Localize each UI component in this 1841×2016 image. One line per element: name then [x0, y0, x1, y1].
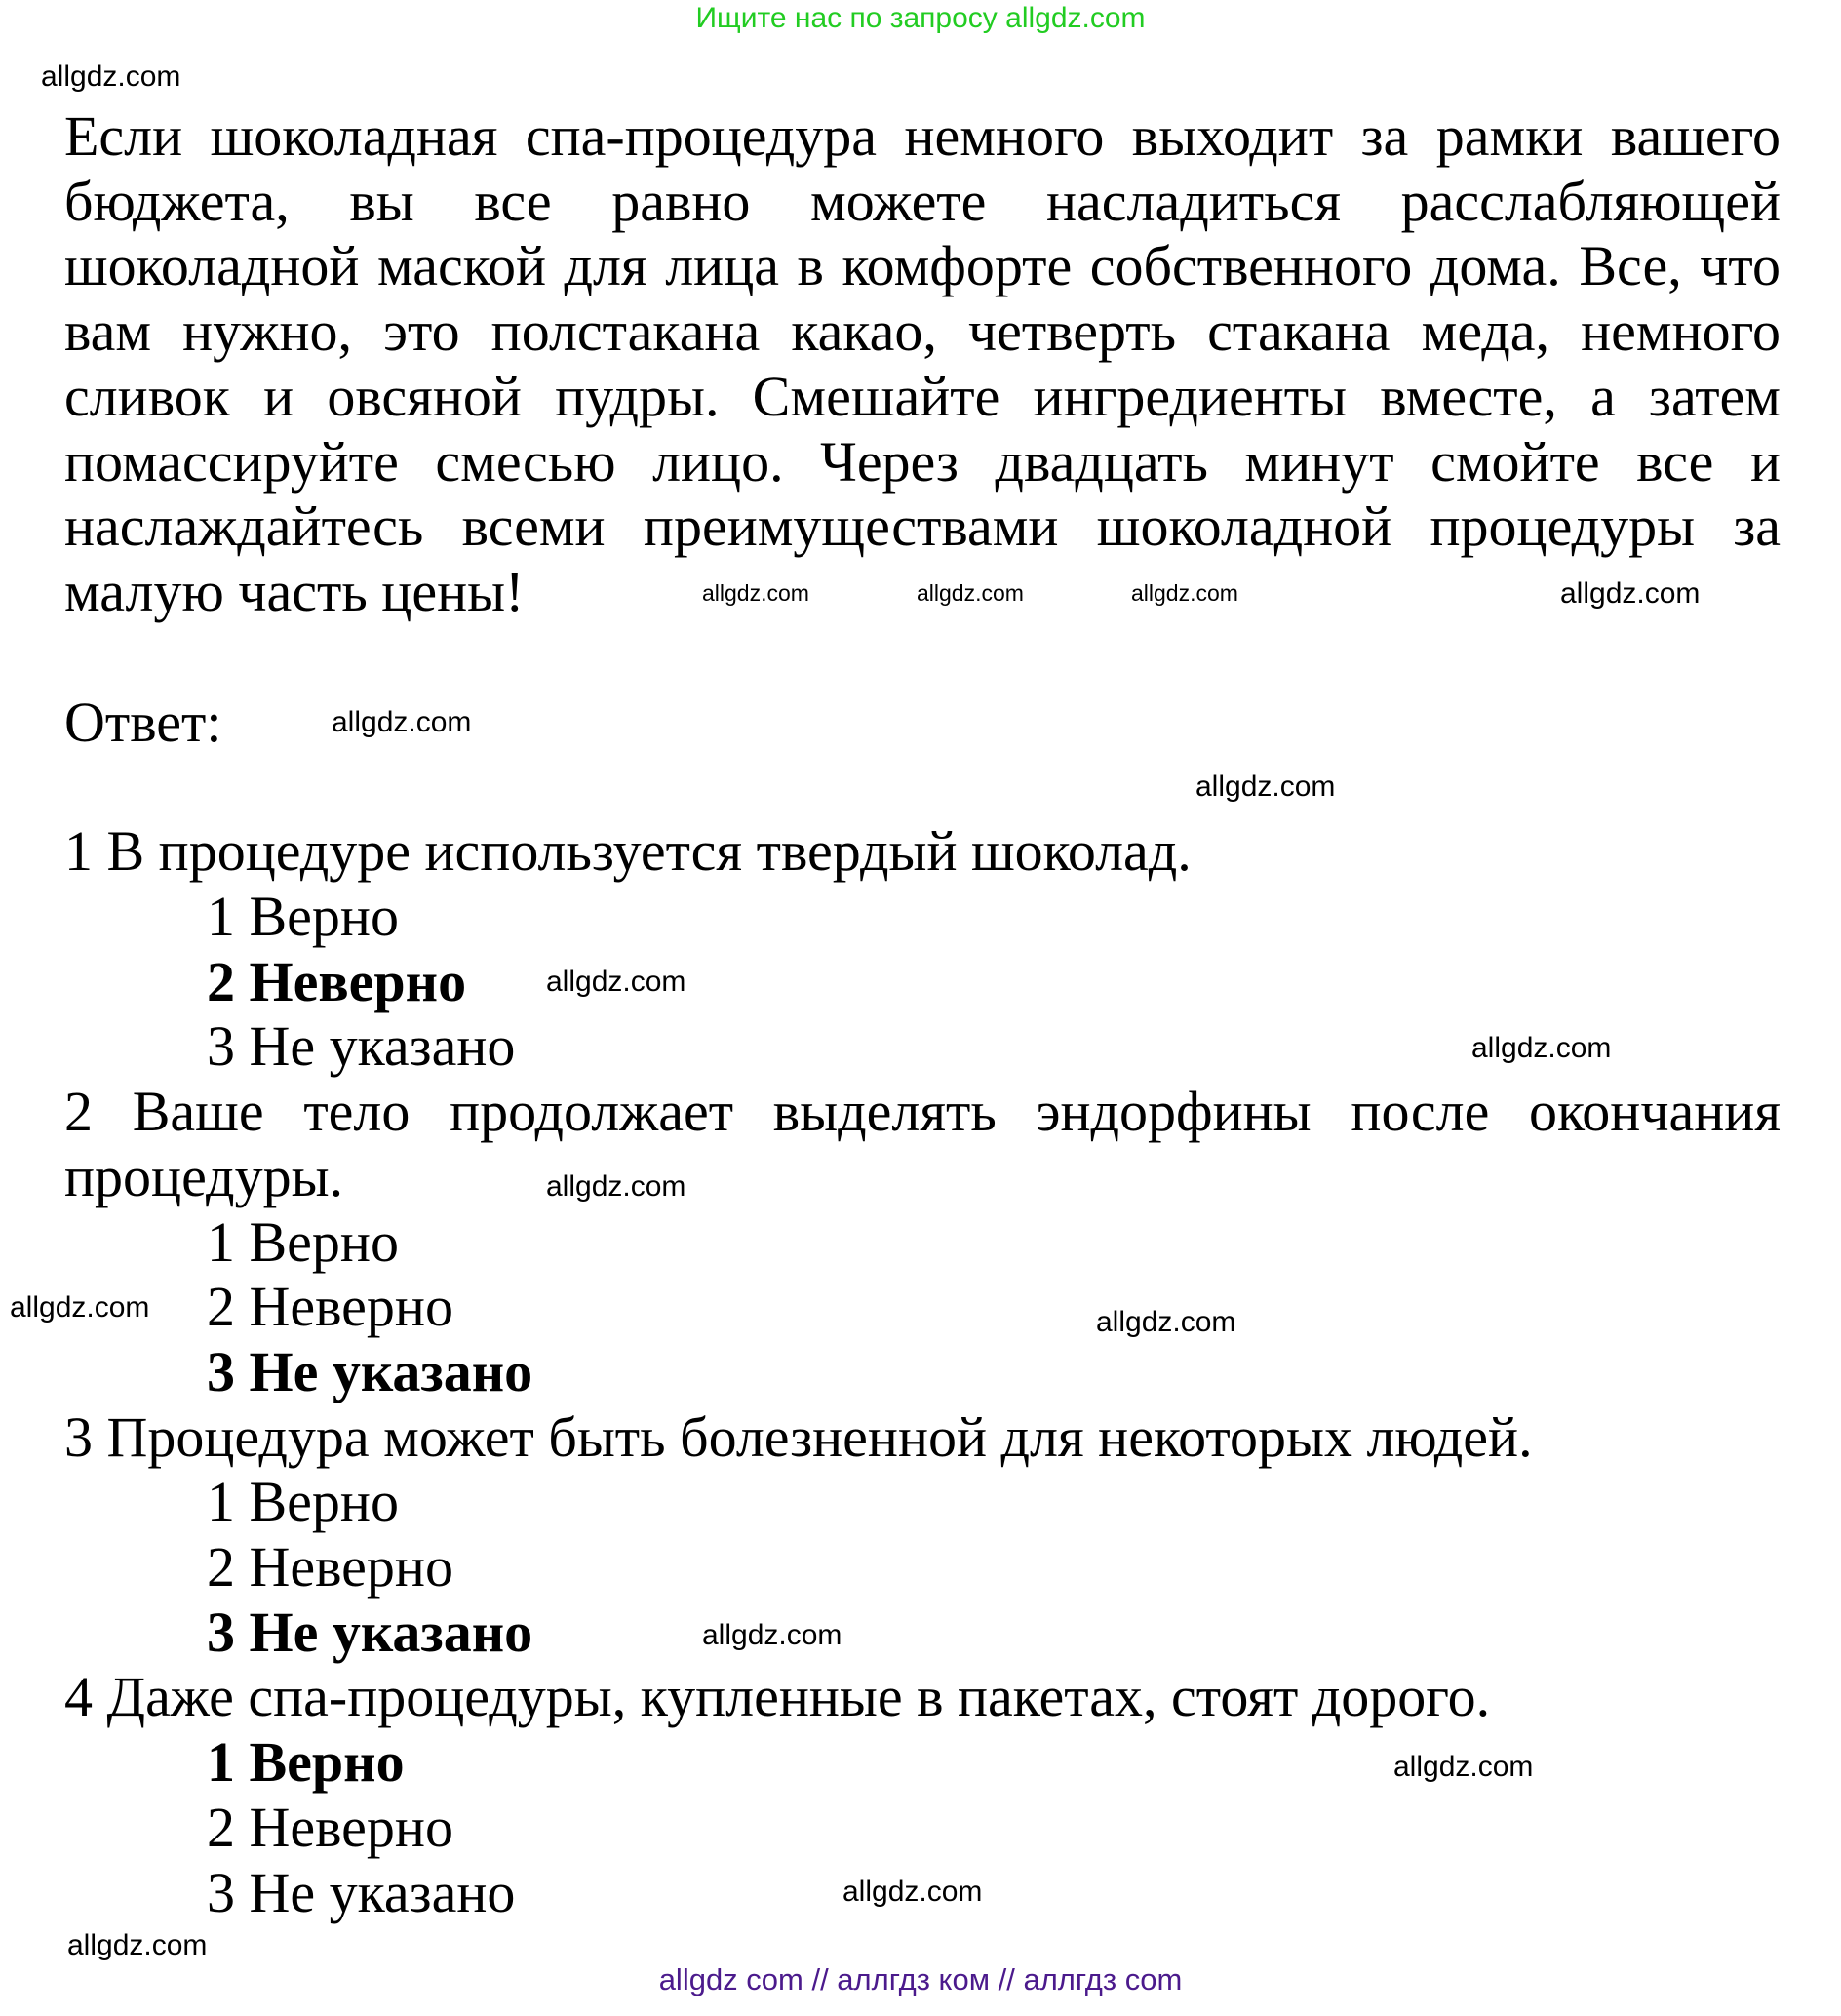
option-not-stated: 3 Не указано: [207, 1014, 516, 1079]
option-not-stated-selected: 3 Не указано: [207, 1600, 533, 1664]
footer-banner: allgdz com // аллгдз ком // аллгдз com: [658, 1962, 1183, 1996]
option-not-stated: 3 Не указано: [207, 1860, 516, 1924]
watermark: allgdz.com: [1195, 771, 1336, 803]
question-text: 1 В процедуре используется твердый шоколад.: [64, 819, 1192, 884]
watermark: allgdz.com: [702, 1619, 842, 1651]
watermark: allgdz.com: [67, 1929, 208, 1961]
header-banner: Ищите нас по запросу allgdz.com: [695, 2, 1146, 34]
option-false: 2 Неверно: [207, 1275, 453, 1339]
watermark: allgdz.com: [1471, 1032, 1612, 1064]
watermark: allgdz.com: [1131, 580, 1238, 606]
watermark: allgdz.com: [546, 1170, 686, 1203]
watermark: allgdz.com: [1560, 577, 1701, 610]
paragraph-line: вам нужно, это полстакана какао, четверть стакана меда, немного: [64, 299, 1781, 364]
watermark: allgdz.com: [41, 60, 181, 93]
question-text: процедуры.: [64, 1144, 344, 1208]
watermark: allgdz.com: [546, 966, 686, 998]
question-2: [64, 1080, 1781, 1405]
paragraph-line: наслаждайтесь всеми преимуществами шоколадной процедуры за: [64, 494, 1781, 559]
option-false: 2 Неверно: [207, 1535, 453, 1600]
question-text: 2 Ваше тело продолжает выделять эндорфины после окончания: [64, 1080, 1781, 1144]
option-true: 1 Верно: [207, 1209, 399, 1274]
watermark: allgdz.com: [1393, 1751, 1534, 1783]
paragraph-line: Если шоколадная спа-процедура немного выходит за рамки вашего: [64, 104, 1781, 168]
paragraph-line: шоколадной маской для лица в комфорте собственного дома. Все, что: [64, 234, 1781, 298]
option-false-selected: 2 Неверно: [207, 949, 467, 1013]
question-3: [64, 1405, 1781, 1666]
answer-label: Ответ:: [64, 690, 222, 754]
watermark: allgdz.com: [917, 580, 1024, 606]
watermark: allgdz.com: [842, 1876, 983, 1908]
option-false: 2 Неверно: [207, 1795, 453, 1859]
question-text: 3 Процедура может быть болезненной для некоторых людей.: [64, 1404, 1533, 1469]
option-true-selected: 1 Верно: [207, 1730, 405, 1795]
option-true: 1 Верно: [207, 1470, 399, 1534]
paragraph-line: малую часть цены!: [64, 559, 525, 623]
paragraph-line: сливок и овсяной пудры. Смешайте ингредиенты вместе, а затем: [64, 364, 1781, 428]
reading-paragraph: [64, 104, 1781, 625]
paragraph-line: бюджета, вы все равно можете насладиться расслабляющей: [64, 169, 1781, 233]
option-not-stated-selected: 3 Не указано: [207, 1339, 533, 1403]
watermark: allgdz.com: [332, 706, 472, 738]
document-body: [64, 104, 1781, 1925]
watermark: allgdz.com: [10, 1291, 150, 1324]
paragraph-line: помассируйте смесью лицо. Через двадцать минут смойте все и: [64, 429, 1781, 494]
watermark: allgdz.com: [702, 580, 809, 606]
watermark: allgdz.com: [1096, 1306, 1236, 1338]
question-text: 4 Даже спа-процедуры, купленные в пакетах, стоят дорого.: [64, 1665, 1491, 1729]
option-true: 1 Верно: [207, 885, 399, 949]
